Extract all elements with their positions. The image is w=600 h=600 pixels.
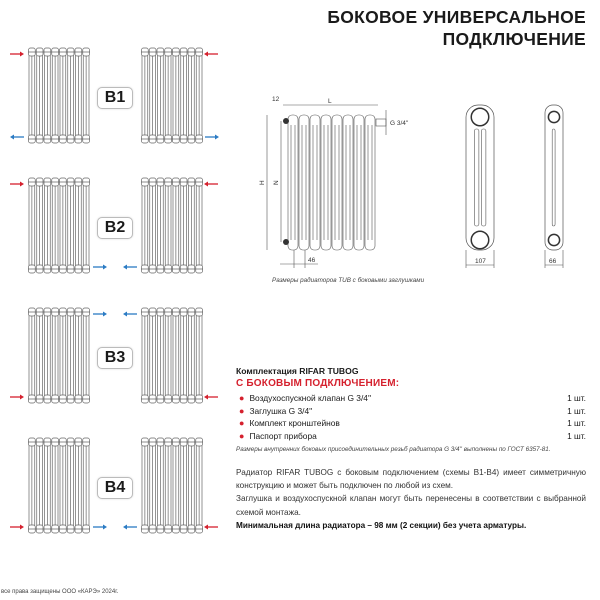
- dim-66: 66: [549, 258, 557, 265]
- kit-subheading: С БОКОВЫМ ПОДКЛЮЧЕНИЕМ:: [236, 378, 400, 389]
- kit-item: [236, 405, 586, 418]
- description-p1: Радиатор RIFAR TUBOG с боковым подключением (схемы B1-B4) имеет симметричную конструкцию и может быть подключен по любой из схем.: [236, 468, 586, 491]
- bullet-icon: ●: [239, 430, 245, 441]
- radiator-icon: [141, 438, 203, 533]
- kit-section: [236, 366, 586, 453]
- thread-label: G 3/4'': [390, 120, 409, 127]
- arrow-right-icon: [93, 525, 107, 530]
- kit-item-name: Заглушка G 3/4'': [249, 405, 313, 416]
- kit-item-name: Паспорт прибора: [249, 430, 317, 441]
- bullet-icon: ●: [239, 393, 245, 404]
- kit-item-qty: 1 шт.: [567, 405, 586, 416]
- scheme-label-b1: B1: [97, 87, 133, 109]
- kit-item-name: Воздухоспускной клапан G 3/4'': [249, 393, 372, 404]
- radiator-icon: [28, 48, 90, 143]
- arrow-right-icon: [93, 265, 107, 270]
- arrow-right-icon: [10, 525, 24, 530]
- arrow-right-icon: [10, 395, 24, 400]
- arrow-left-icon: [123, 265, 137, 270]
- kit-item: [236, 392, 586, 405]
- arrow-right-icon: [10, 182, 24, 187]
- scheme-label-b2: B2: [97, 217, 133, 239]
- dim-h: H: [259, 180, 266, 185]
- arrow-left-icon: [204, 52, 218, 57]
- arrow-left-icon: [123, 525, 137, 530]
- bullet-icon: ●: [239, 405, 245, 416]
- radiator-icon: [28, 438, 90, 533]
- radiator-icon: [141, 308, 203, 403]
- scheme-label-b3: B3: [97, 347, 133, 369]
- arrow-right-icon: [93, 312, 107, 317]
- dim-l: L: [328, 98, 332, 105]
- kit-item-qty: 1 шт.: [567, 418, 586, 429]
- radiator-icon: [141, 178, 203, 273]
- page-title: БОКОВОЕ УНИВЕРСАЛЬНОЕ ПОДКЛЮЧЕНИЕ: [327, 7, 586, 49]
- radiator-icon: [28, 308, 90, 403]
- arrow-right-icon: [205, 135, 219, 140]
- dim-n: N: [273, 180, 280, 185]
- bullet-icon: ●: [239, 418, 245, 429]
- description: [236, 466, 586, 532]
- kit-item: [236, 417, 586, 430]
- kit-item-qty: 1 шт.: [567, 393, 586, 404]
- technical-drawing: [250, 95, 600, 275]
- dim-107: 107: [475, 258, 486, 265]
- kit-note: Размеры внутренних боковых присоединительных резьб радиатора G 3/4'' выполнены по ГОСТ 6357-81.: [236, 446, 551, 453]
- arrow-left-icon: [204, 525, 218, 530]
- arrow-left-icon: [123, 312, 137, 317]
- kit-item-name: Комплект кронштейнов: [249, 418, 340, 429]
- kit-item: [236, 430, 586, 443]
- radiator-icon: [28, 178, 90, 273]
- dim-46: 46: [308, 257, 316, 264]
- radiator-icon: [141, 48, 203, 143]
- arrow-left-icon: [204, 182, 218, 187]
- drawing-caption: Размеры радиаторов TUB с боковыми заглушками: [272, 277, 425, 284]
- description-p2: Заглушка и воздухоспускной клапан могут быть перенесены в соответствии с выбранной схемой монтажа.: [236, 494, 586, 517]
- arrow-right-icon: [10, 52, 24, 57]
- description-p3: Минимальная длина радиатора – 98 мм (2 секции) без учета арматуры.: [236, 520, 527, 530]
- arrow-left-icon: [10, 135, 24, 140]
- connection-schemes: [0, 0, 230, 560]
- copyright: все права защищены ООО «КАРЭ» 2024г.: [1, 589, 119, 595]
- dim-12: 12: [272, 96, 280, 103]
- kit-heading: Комплектация RIFAR TUBOG: [236, 366, 359, 376]
- arrow-left-icon: [204, 395, 218, 400]
- kit-item-qty: 1 шт.: [567, 430, 586, 441]
- scheme-label-b4: B4: [97, 477, 133, 499]
